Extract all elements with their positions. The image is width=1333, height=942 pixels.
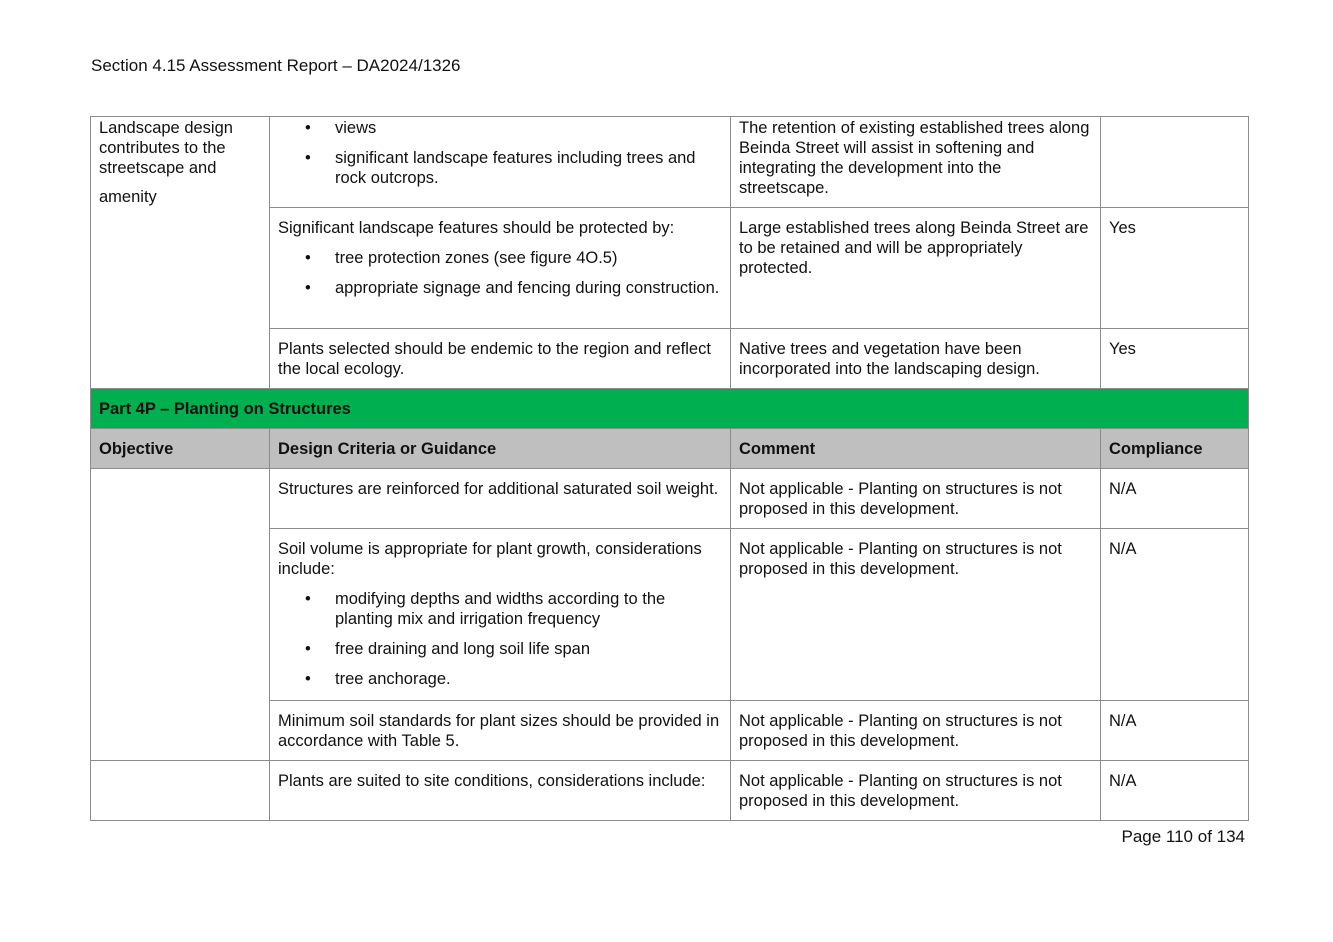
compliance-cell — [1101, 117, 1249, 208]
bullet-icon: • — [305, 249, 311, 267]
list-item: • tree anchorage. — [305, 670, 451, 688]
list-item: • significant landscape features including trees and rock outcrops. — [305, 149, 696, 187]
section-heading-row — [91, 389, 1249, 429]
criteria-cell — [270, 117, 731, 208]
page-number: Page 110 of 134 — [1121, 827, 1245, 846]
objective-cell — [91, 469, 270, 761]
section-title: Part 4P – Planting on Structures — [91, 389, 1249, 429]
table-row — [91, 469, 1249, 529]
bullet-list — [278, 589, 722, 689]
list-item: • modifying depths and widths according to the planting mix and irrigation frequency — [305, 590, 666, 628]
criteria-cell — [270, 529, 731, 701]
objective-text: amenity — [99, 188, 157, 206]
bullet-icon: • — [305, 119, 311, 137]
compliance-cell: N/A — [1101, 529, 1249, 701]
comment-cell: Large established trees along Beinda Street are to be retained and will be appropriately protected. — [731, 208, 1101, 329]
bullet-list — [278, 118, 722, 188]
bullet-list — [278, 248, 722, 298]
criteria-cell: Plants are suited to site conditions, considerations include: — [270, 761, 731, 821]
objective-cell — [91, 761, 270, 821]
compliance-cell: N/A — [1101, 761, 1249, 821]
comment-cell: Not applicable - Planting on structures is not proposed in this development. — [731, 469, 1101, 529]
bullet-icon: • — [305, 149, 311, 167]
criteria-cell: Plants selected should be endemic to the region and reflect the local ecology. — [270, 329, 731, 389]
criteria-cell: Structures are reinforced for additional saturated soil weight. — [270, 469, 731, 529]
criteria-cell — [270, 208, 731, 329]
list-item: • tree protection zones (see figure 4O.5) — [305, 249, 618, 267]
list-item: • appropriate signage and fencing during construction. — [305, 279, 720, 297]
objective-text: Landscape design contributes to the streetscape and — [99, 119, 233, 177]
list-item: • free draining and long soil life span — [305, 640, 591, 658]
comment-cell: Not applicable - Planting on structures is not proposed in this development. — [731, 701, 1101, 761]
objective-cell — [91, 117, 270, 389]
criteria-intro: Soil volume is appropriate for plant growth, considerations include: — [278, 540, 702, 578]
bullet-icon: • — [305, 279, 311, 297]
comment-cell: The retention of existing established trees along Beinda Street will assist in softening and integrating the development into the streetscape. — [731, 117, 1101, 208]
compliance-cell: N/A — [1101, 701, 1249, 761]
comment-cell: Native trees and vegetation have been incorporated into the landscaping design. — [731, 329, 1101, 389]
bullet-icon: • — [305, 640, 311, 658]
page-header: Section 4.15 Assessment Report – DA2024/1326 — [91, 56, 461, 75]
bullet-icon: • — [305, 590, 311, 608]
compliance-cell: Yes — [1101, 208, 1249, 329]
compliance-cell: N/A — [1101, 469, 1249, 529]
column-header-objective: Objective — [91, 429, 270, 469]
column-header-criteria: Design Criteria or Guidance — [270, 429, 731, 469]
column-header-compliance: Compliance — [1101, 429, 1249, 469]
comment-cell: Not applicable - Planting on structures is not proposed in this development. — [731, 529, 1101, 701]
assessment-table — [90, 116, 1249, 821]
list-item: • views — [305, 119, 377, 137]
criteria-cell: Minimum soil standards for plant sizes should be provided in accordance with Table 5. — [270, 701, 731, 761]
table-row — [91, 117, 1249, 208]
criteria-intro: Significant landscape features should be protected by: — [278, 219, 675, 237]
comment-cell: Not applicable - Planting on structures is not proposed in this development. — [731, 761, 1101, 821]
compliance-cell: Yes — [1101, 329, 1249, 389]
column-header-comment: Comment — [731, 429, 1101, 469]
bullet-icon: • — [305, 670, 311, 688]
column-header-row — [91, 429, 1249, 469]
table-row — [91, 761, 1249, 821]
